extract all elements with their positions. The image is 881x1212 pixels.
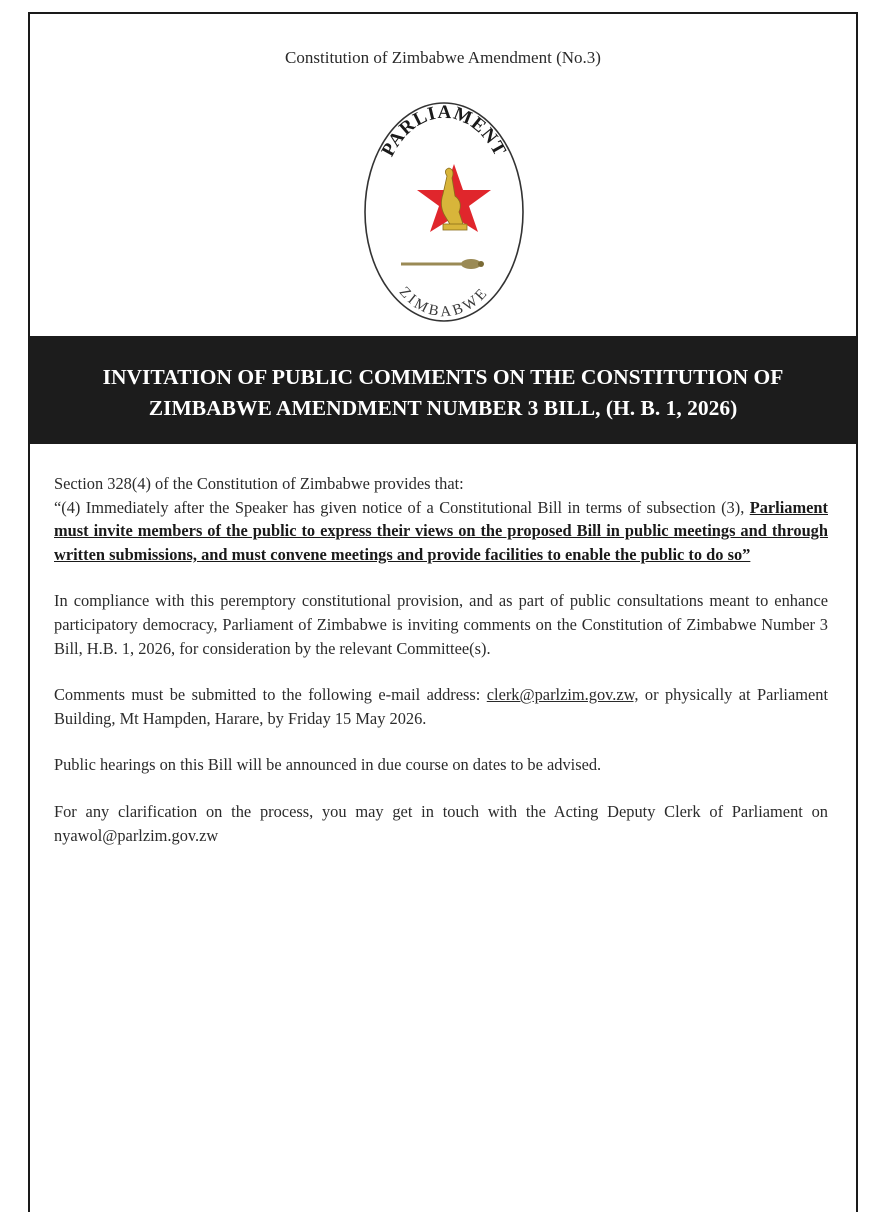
notice-frame [28, 12, 858, 1212]
mace-icon [401, 259, 484, 269]
section-quote-paragraph [54, 472, 828, 566]
quote-bold-text: Parliament must invite members of the public to express their views on the proposed Bill in public meetings and through written submissions, and must convene meetings and provide facilities to enable the public to do so” [54, 497, 828, 564]
seal-bottom-text: ZIMBABWE [395, 284, 493, 321]
compliance-paragraph: In compliance with this peremptory constitutional provision, and as part of public consultations meant to enhance participatory democracy, Parliament of Zimbabwe is inviting comments on the Constitution of Zimbabwe Number 3 Bill, H.B. 1, 2026, for consideration by the relevant Committee(s). [54, 591, 828, 658]
submission-text-before: Comments must be submitted to the following e-mail address: [54, 685, 487, 705]
title-banner [30, 336, 856, 444]
hearings-paragraph: Public hearings on this Bill will be announced in due course on dates to be advised. [54, 755, 602, 775]
submission-paragraph [54, 683, 828, 730]
banner-line-2: ZIMBABWE AMENDMENT NUMBER 3 BILL, (H. B. 1, 2026) [148, 396, 738, 420]
parliament-seal-icon [359, 96, 529, 328]
banner-line-1: INVITATION OF PUBLIC COMMENTS ON THE CONSTITUTION OF [102, 365, 784, 389]
submission-text-after: or physically at Parliament Building, Mt Hampden, Harare, by Friday 15 May 2026. [54, 685, 829, 728]
seal-top-text: PARLIAMENT [377, 101, 511, 161]
clarification-paragraph: For any clarification on the process, you may get in touch with the Acting Deputy Clerk of Parliament on nyawol@parlzim.gov.zw [54, 801, 828, 845]
quote-plain-text: “(4) Immediately after the Speaker has given notice of a Constitutional Bill in terms of subsection (3), [54, 497, 750, 517]
document-header-title: Constitution of Zimbabwe Amendment (No.3) [285, 48, 601, 67]
intro-text: Section 328(4) of the Constitution of Zimbabwe provides that: [54, 474, 464, 493]
clerk-email-link[interactable]: clerk@parlzim.gov.zw, [486, 685, 639, 705]
notice-body [54, 472, 828, 870]
